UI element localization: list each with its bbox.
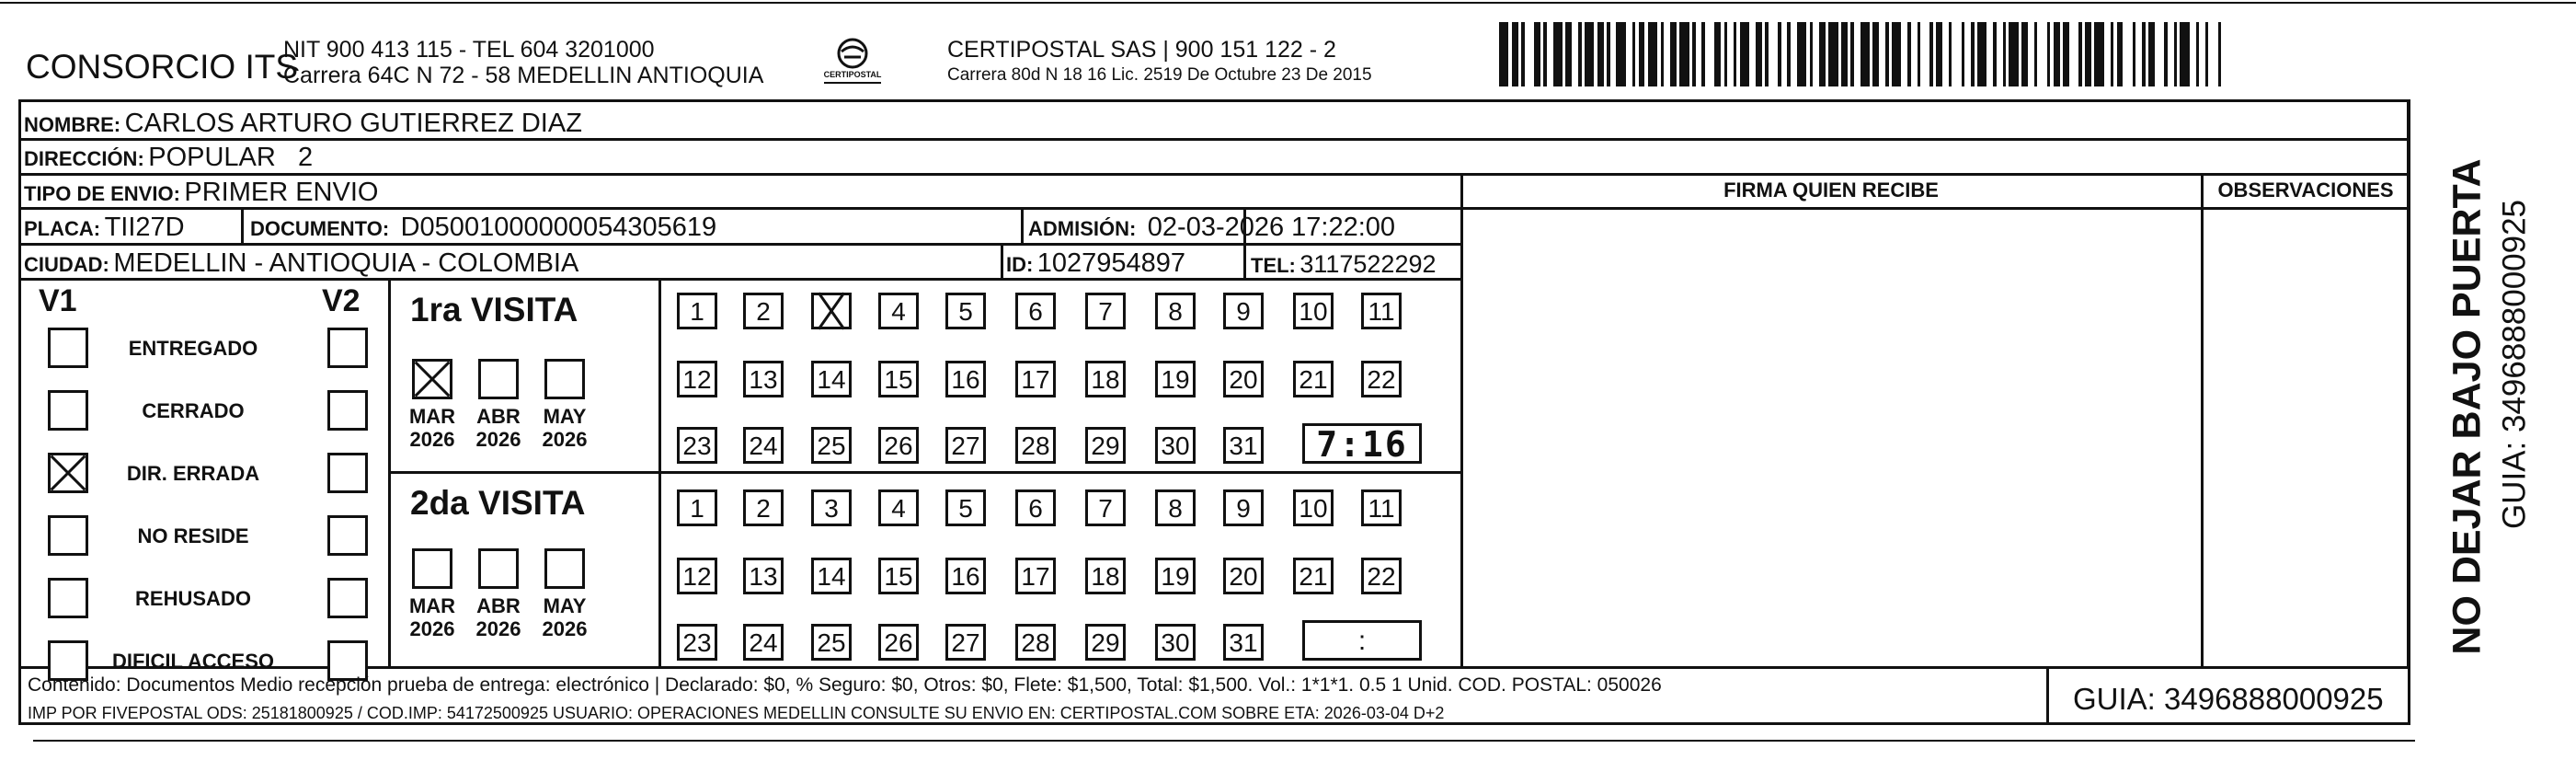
month-label: [400, 594, 464, 640]
guia-box: [2046, 666, 2410, 725]
ciudad-row: [24, 250, 578, 277]
day-box[interactable]: 5: [945, 489, 986, 526]
v2-checkbox[interactable]: [327, 453, 368, 493]
month-label: [532, 594, 597, 640]
month-label: [532, 405, 597, 451]
month-checkbox[interactable]: [478, 359, 519, 399]
day-box[interactable]: 28: [1015, 427, 1056, 464]
day-box[interactable]: 1: [677, 293, 717, 329]
time-box[interactable]: :: [1302, 620, 1422, 661]
v2-checkbox[interactable]: [327, 578, 368, 618]
day-box[interactable]: 13: [743, 361, 784, 397]
month-label: [466, 594, 531, 640]
day-box[interactable]: 10: [1293, 489, 1334, 526]
barcode-icon: [1499, 22, 2226, 86]
day-box[interactable]: 25: [811, 624, 852, 661]
day-box[interactable]: 6: [1015, 293, 1056, 329]
day-box[interactable]: 2: [743, 489, 784, 526]
day-box[interactable]: 21: [1293, 558, 1334, 594]
month-year: 2026: [409, 428, 455, 451]
side-guia: GUIA: 3496888000925: [2496, 199, 2533, 530]
day-box[interactable]: 29: [1085, 427, 1126, 464]
courier-license: Carrera 80d N 18 16 Lic. 2519 De Octubre 23 De 2015: [947, 65, 1372, 85]
day-box[interactable]: 15: [878, 361, 919, 397]
footer-imp: IMP POR FIVEPOSTAL ODS: 25181800925 / COD.IMP: 54172500925 USUARIO: OPERACIONES MEDELLIN CONSULTE SU ENVIO EN: CERTIPOSTAL.COM SOBRE ETA: 2026-03-04 D+2: [28, 704, 1445, 722]
day-box[interactable]: 6: [1015, 489, 1056, 526]
month-label: [466, 405, 531, 451]
id-value: 1027954897: [1036, 248, 1186, 278]
day-box[interactable]: 12: [677, 558, 717, 594]
status-label: CERRADO: [142, 399, 245, 422]
column-divider: [2408, 99, 2410, 725]
documento-value: D05001000000054305619: [400, 213, 717, 242]
day-box[interactable]: 7: [1085, 293, 1126, 329]
nombre-value: CARLOS ARTURO GUTIERREZ DIAZ: [124, 109, 582, 138]
guia-number: GUIA: 3496888000925: [2073, 682, 2384, 716]
admision-label: ADMISIÓN:: [1028, 217, 1137, 240]
month-checkbox[interactable]: [544, 359, 585, 399]
certipostal-logo: [811, 35, 894, 88]
direccion-row: [24, 144, 313, 171]
placa-label: PLACA:: [24, 217, 101, 240]
month-name: MAY: [543, 594, 587, 617]
v2-checkbox[interactable]: [327, 328, 368, 368]
documento-label: DOCUMENTO:: [250, 217, 390, 240]
placa-value: TII27D: [104, 213, 185, 242]
day-box[interactable]: 13: [743, 558, 784, 594]
visit-divider: [388, 471, 1462, 474]
tel-value: 3117522292: [1299, 250, 1437, 278]
day-box[interactable]: 7: [1085, 489, 1126, 526]
month-year: 2026: [475, 617, 521, 640]
month-checkbox[interactable]: [544, 548, 585, 589]
tipo-row: [24, 179, 378, 206]
documento-row: [250, 214, 716, 241]
visit1-title: 1ra VISITA: [410, 291, 578, 328]
day-box[interactable]: 5: [945, 293, 986, 329]
tel-label: TEL:: [1251, 254, 1296, 277]
day-box[interactable]: 9: [1223, 489, 1264, 526]
day-box[interactable]: 30: [1155, 427, 1196, 464]
id-label: ID:: [1006, 253, 1034, 276]
month-year: 2026: [475, 428, 521, 451]
day-box[interactable]: 14: [811, 361, 852, 397]
courier-name: CERTIPOSTAL SAS | 900 151 122 - 2: [947, 37, 1336, 63]
v1-header: V1: [39, 283, 77, 318]
day-box[interactable]: 17: [1015, 361, 1056, 397]
month-year: 2026: [409, 617, 455, 640]
v1-checkbox[interactable]: [48, 515, 88, 556]
nombre-label: NOMBRE:: [24, 113, 121, 136]
observations-area[interactable]: [2204, 208, 2408, 666]
month-checkbox[interactable]: [412, 359, 452, 399]
day-box[interactable]: 31: [1223, 427, 1264, 464]
admision-value: 02-03-2026 17:22:00: [1147, 213, 1396, 242]
month-name: MAY: [543, 405, 587, 428]
v1-checkbox[interactable]: [48, 390, 88, 431]
time-box[interactable]: 7:16: [1302, 423, 1422, 464]
column-divider: [241, 207, 244, 244]
nombre-row: [24, 110, 582, 137]
signature-area[interactable]: [1462, 208, 2201, 666]
month-name: MAR: [408, 405, 456, 428]
column-divider: [1021, 207, 1024, 244]
day-box[interactable]: 26: [878, 624, 919, 661]
month-checkbox[interactable]: [412, 548, 452, 589]
day-box[interactable]: 29: [1085, 624, 1126, 661]
day-box[interactable]: 19: [1155, 558, 1196, 594]
row-divider: [18, 138, 2410, 141]
day-box[interactable]: 4: [878, 293, 919, 329]
day-box[interactable]: 20: [1223, 558, 1264, 594]
firma-header: FIRMA QUIEN RECIBE: [1723, 178, 1939, 202]
row-divider: [18, 173, 2410, 176]
day-box[interactable]: 11: [1361, 489, 1402, 526]
status-label: ENTREGADO: [128, 337, 258, 360]
month-year: 2026: [542, 428, 588, 451]
day-box[interactable]: 22: [1361, 361, 1402, 397]
day-box[interactable]: 21: [1293, 361, 1334, 397]
day-box[interactable]: 2: [743, 293, 784, 329]
day-box[interactable]: 15: [878, 558, 919, 594]
svg-text:CERTIPOSTAL: CERTIPOSTAL: [823, 70, 882, 79]
day-box[interactable]: 9: [1223, 293, 1264, 329]
month-year: 2026: [542, 617, 588, 640]
column-divider: [1001, 243, 1003, 280]
tipo-value: PRIMER ENVIO: [184, 178, 379, 207]
observaciones-header: OBSERVACIONES: [2217, 178, 2394, 202]
ciudad-label: CIUDAD:: [24, 253, 109, 276]
placa-row: [24, 214, 185, 241]
month-name: ABR: [476, 405, 521, 428]
day-box[interactable]: 18: [1085, 361, 1126, 397]
month-name: MAR: [408, 594, 456, 617]
day-box[interactable]: 26: [878, 427, 919, 464]
id-row: [1006, 250, 1185, 277]
day-box[interactable]: 23: [677, 624, 717, 661]
ciudad-value: MEDELLIN - ANTIOQUIA - COLOMBIA: [113, 248, 579, 278]
tipo-label: TIPO DE ENVIO:: [24, 182, 180, 205]
day-box[interactable]: 20: [1223, 361, 1264, 397]
direccion-value: POPULAR 2: [148, 143, 314, 172]
v2-header: V2: [322, 283, 361, 318]
footer-content: Contenido: Documentos Medio recepción prueba de entrega: electrónico | Declarado: $0, % Seguro: $0, Otros: $0, Flete: $1,500, Total: $1,500. Vol.: 1*1*1. 0.5 1 Unid. COD. POSTAL: 050026: [28, 674, 1662, 696]
status-label: NO RESIDE: [137, 524, 249, 547]
v2-checkbox[interactable]: [327, 390, 368, 431]
day-box[interactable]: 19: [1155, 361, 1196, 397]
day-box[interactable]: 24: [743, 624, 784, 661]
day-box[interactable]: 18: [1085, 558, 1126, 594]
day-box[interactable]: 23: [677, 427, 717, 464]
company-address: Carrera 64C N 72 - 58 MEDELLIN ANTIOQUIA: [283, 63, 764, 88]
day-box[interactable]: 30: [1155, 624, 1196, 661]
status-label: DIR. ERRADA: [126, 462, 260, 485]
status-label: REHUSADO: [135, 587, 251, 610]
day-box[interactable]: 28: [1015, 624, 1056, 661]
v1-checkbox[interactable]: [48, 328, 88, 368]
day-box[interactable]: 25: [811, 427, 852, 464]
no-dejar-warning: NO DEJAR BAJO PUERTA: [2444, 158, 2490, 655]
month-checkbox[interactable]: [478, 548, 519, 589]
day-box[interactable]: 3: [811, 489, 852, 526]
day-box[interactable]: 8: [1155, 293, 1196, 329]
day-box[interactable]: 27: [945, 624, 986, 661]
v2-checkbox[interactable]: [327, 515, 368, 556]
top-border: [0, 2, 2576, 4]
day-box[interactable]: 22: [1361, 558, 1402, 594]
tel-row: [1251, 252, 1437, 277]
day-box[interactable]: 16: [945, 558, 986, 594]
day-box[interactable]: 12: [677, 361, 717, 397]
day-box[interactable]: 16: [945, 361, 986, 397]
visit2-title: 2da VISITA: [410, 484, 586, 522]
direccion-label: DIRECCIÓN:: [24, 147, 144, 170]
day-box[interactable]: 1: [677, 489, 717, 526]
company-name: CONSORCIO ITS: [26, 48, 299, 86]
day-box[interactable]: 24: [743, 427, 784, 464]
day-box[interactable]: [811, 293, 852, 329]
bottom-line: [33, 740, 2415, 742]
day-box[interactable]: 4: [878, 489, 919, 526]
v1-checkbox[interactable]: [48, 453, 88, 493]
month-name: ABR: [476, 594, 521, 617]
day-box[interactable]: 10: [1293, 293, 1334, 329]
day-box[interactable]: 31: [1223, 624, 1264, 661]
day-box[interactable]: 11: [1361, 293, 1402, 329]
day-box[interactable]: 27: [945, 427, 986, 464]
day-box[interactable]: 14: [811, 558, 852, 594]
company-nit: NIT 900 413 115 - TEL 604 3201000: [283, 37, 655, 63]
month-label: [400, 405, 464, 451]
day-box[interactable]: 8: [1155, 489, 1196, 526]
v1-checkbox[interactable]: [48, 578, 88, 618]
day-box[interactable]: 17: [1015, 558, 1056, 594]
status-label: DIFICIL ACCESO: [111, 650, 274, 673]
admision-row: [1028, 214, 1395, 241]
